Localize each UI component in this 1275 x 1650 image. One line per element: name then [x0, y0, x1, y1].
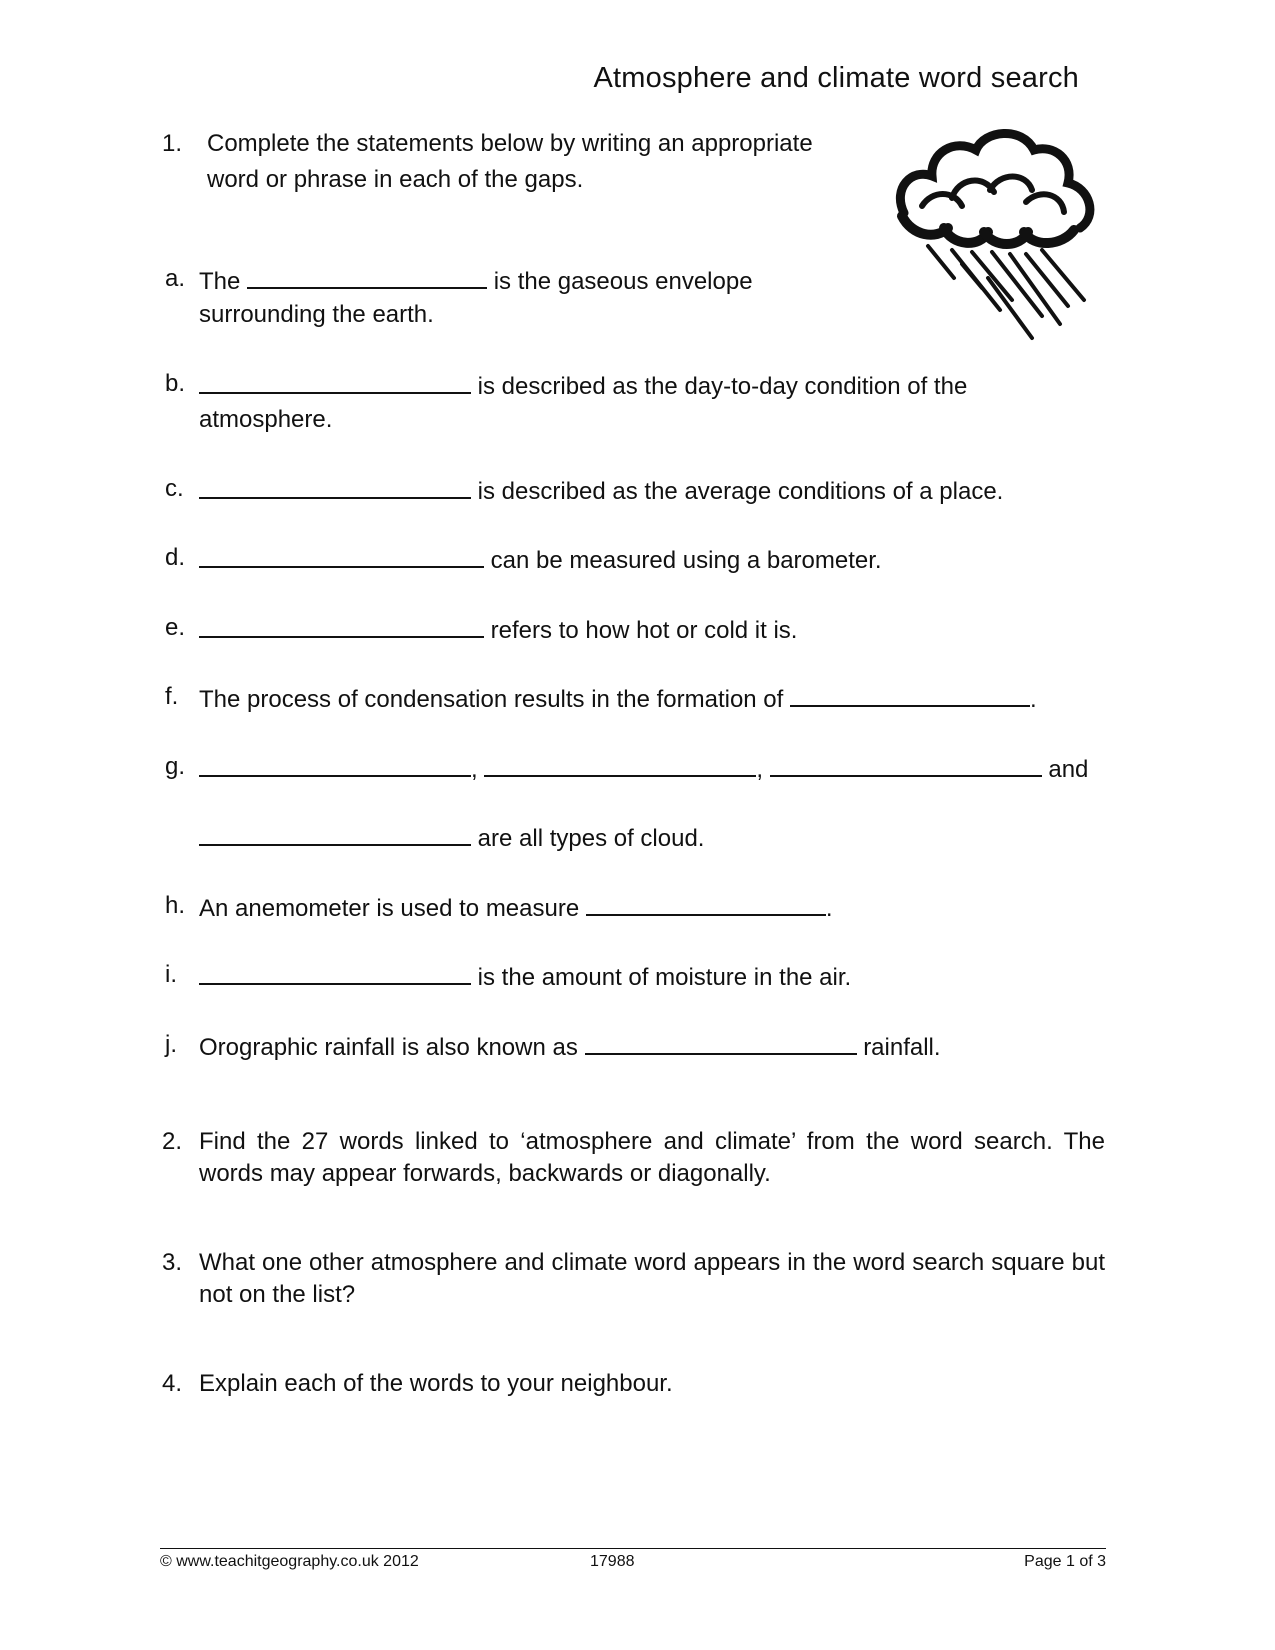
question-2-text: Find the 27 words linked to ‘atmosphere and climate’ from the word search. The words may appear forwards, backwards or diagonally.	[199, 1128, 1105, 1187]
statement-text: can be measured using a barometer.	[490, 547, 882, 574]
statement-text: .	[825, 895, 833, 922]
statement-text: is described as the average conditions of a place.	[477, 478, 1004, 505]
statement-text: atmosphere.	[199, 406, 333, 433]
statement-letter: b.	[165, 370, 186, 397]
statement-text: is the gaseous envelope	[493, 268, 753, 295]
question-number: 4.	[162, 1370, 183, 1397]
statement-letter: f.	[165, 683, 179, 710]
answer-blank[interactable]	[199, 366, 471, 394]
statement-text: is described as the day-to-day condition of the	[477, 373, 968, 400]
statement-letter: g.	[165, 753, 186, 780]
answer-blank[interactable]	[247, 261, 487, 289]
statement-letter: i.	[165, 961, 177, 988]
answer-blank[interactable]	[199, 818, 471, 846]
answer-blank[interactable]	[199, 610, 484, 638]
footer-divider	[160, 1548, 1106, 1549]
answer-blank[interactable]	[586, 888, 826, 916]
statement-text: surrounding the earth.	[199, 301, 434, 328]
answer-blank[interactable]	[199, 471, 471, 499]
statement-text: .	[1030, 686, 1037, 713]
statement-letter: a.	[165, 265, 186, 292]
question-number: 3.	[162, 1249, 183, 1276]
statement-letter: h.	[165, 892, 186, 919]
statement-text: is the amount of moisture in the air.	[477, 964, 852, 991]
separator: ,	[471, 756, 478, 783]
statement-text: rainfall.	[863, 1034, 941, 1061]
answer-blank[interactable]	[199, 957, 471, 985]
answer-blank[interactable]	[790, 679, 1030, 707]
question-3-text: What one other atmosphere and climate word appears in the word search square but not on the list?	[199, 1249, 1105, 1308]
footer-page-number: Page 1 of 3	[1024, 1553, 1106, 1570]
statement-text: are all types of cloud.	[477, 825, 705, 852]
page-title: Atmosphere and climate word search	[593, 62, 1079, 94]
question-text: Complete the statements below by writing an appropriate word or phrase in each of the gaps.	[207, 130, 813, 193]
statement-letter: j.	[165, 1031, 177, 1058]
footer-copyright: © www.teachitgeography.co.uk 2012	[160, 1553, 419, 1570]
statement-text: An anemometer is used to measure	[199, 895, 580, 922]
statement-letter: c.	[165, 475, 184, 502]
answer-blank[interactable]	[585, 1027, 857, 1055]
question-4-text: Explain each of the words to your neighbour.	[199, 1370, 673, 1397]
footer-resource-id: 17988	[590, 1553, 635, 1570]
answer-blank[interactable]	[199, 540, 484, 568]
statement-text: The	[199, 268, 241, 295]
separator: ,	[756, 756, 764, 783]
answer-blank[interactable]	[484, 749, 756, 777]
question-number: 2.	[162, 1128, 183, 1155]
question-number: 1.	[162, 130, 183, 157]
statement-text: Orographic rainfall is also known as	[199, 1034, 578, 1061]
statement-text: and	[1048, 756, 1089, 783]
question-1	[162, 126, 842, 198]
answer-blank[interactable]	[199, 749, 471, 777]
rain-cloud-icon	[892, 128, 1097, 348]
statement-text: refers to how hot or cold it is.	[490, 617, 798, 644]
statement-text: The process of condensation results in the formation of	[199, 686, 784, 713]
statement-letter: e.	[165, 614, 186, 641]
statement-letter: d.	[165, 544, 186, 571]
answer-blank[interactable]	[770, 749, 1042, 777]
